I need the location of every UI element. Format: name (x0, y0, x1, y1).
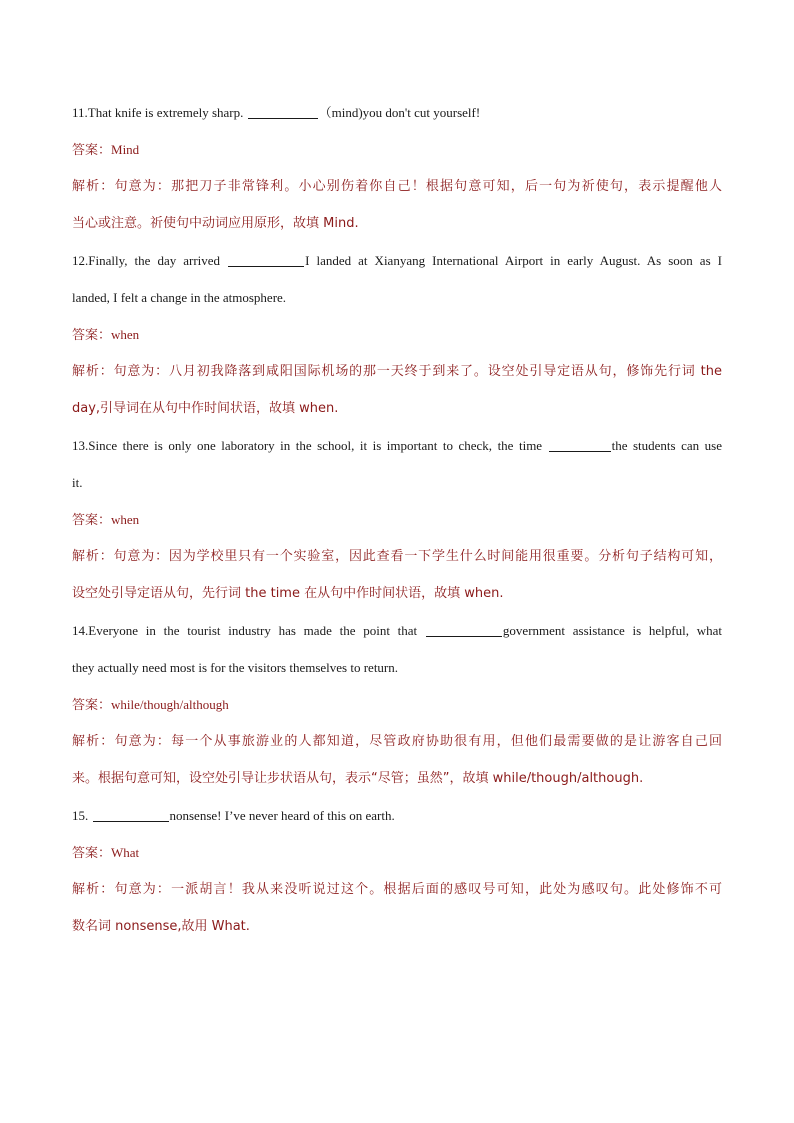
analysis-11-line2: 当心或注意。祈使句中动词应用原形，故填 Mind. (72, 216, 359, 231)
analysis-text: 句意为：一派胡言！我从来没听说过这个。根据后面的感叹号可知，此处为感叹句。此处修饰不可 (114, 882, 722, 897)
question-14-line1 (72, 612, 722, 649)
analysis-14-line2: 来。根据句意可知，设空处引导让步状语从句，表示“尽管；虽然”，故填 while/though/although. (72, 771, 644, 786)
question-12-line2: landed, I felt a change in the atmosphere. (72, 290, 287, 305)
answer-label: 答案： (72, 846, 112, 861)
answer-13 (72, 501, 722, 538)
answer-12 (72, 316, 722, 353)
question-text: nonsense! I’ve never heard of this on earth. (169, 808, 395, 823)
answer-label: 答案： (72, 143, 112, 158)
answer-value: Mind (111, 142, 140, 157)
question-text: 13.Since there is only one laboratory in the school, it is important to check, the time (72, 438, 548, 453)
analysis-text: 句意为：八月初我降落到咸阳国际机场的那一天终于到来了。设空处引导定语从句，修饰先行词 the (113, 364, 722, 379)
answer-blank (248, 104, 318, 119)
question-text: 15. (72, 808, 92, 823)
analysis-text: 句意为：每一个从事旅游业的人都知道，尽管政府协助很有用，但他们最需要做的是让游客自己回 (114, 734, 722, 749)
analysis-15-line2: 数名词 nonsense,故用 What. (72, 919, 250, 934)
analysis-14-line1 (72, 723, 722, 760)
question-text: 12.Finally, the day arrived (72, 253, 228, 268)
analysis-12-line1 (72, 353, 722, 390)
document-page (72, 94, 722, 945)
analysis-15-line1 (72, 871, 722, 908)
answer-value: while/though/although (111, 697, 229, 712)
question-text: （mind)you don't cut yourself! (318, 105, 481, 120)
question-text: I landed at Xianyang International Airport in early August. As soon as I (305, 253, 722, 268)
answer-value: when (111, 512, 140, 527)
question-15 (72, 797, 722, 834)
question-12-line1 (72, 242, 722, 279)
question-text: 11.That knife is extremely sharp. (72, 105, 247, 120)
analysis-13-line2: 设空处引导定语从句，先行词 the time 在从句中作时间状语，故填 when. (72, 586, 504, 601)
analysis-11-line1 (72, 168, 722, 205)
question-text: government assistance is helpful, what (502, 623, 722, 638)
question-14-line2: they actually need most is for the visitors themselves to return. (72, 660, 399, 675)
question-text: 14.Everyone in the tourist industry has made the point that (72, 623, 425, 638)
answer-label: 答案： (72, 513, 112, 528)
answer-label: 答案： (72, 698, 112, 713)
answer-blank (228, 252, 304, 267)
analysis-label: 解析： (72, 364, 114, 379)
analysis-12-line2: day,引导词在从句中作时间状语，故填 when. (72, 401, 339, 416)
analysis-text: 句意为：那把刀子非常锋利。小心别伤着你自己！根据句意可知，后一句为祈使句，表示提醒他人 (114, 179, 722, 194)
analysis-13-line1 (72, 538, 722, 575)
analysis-text: 句意为：因为学校里只有一个实验室，因此查看一下学生什么时间能用很重要。分析句子结构可知， (113, 549, 722, 564)
answer-14 (72, 686, 722, 723)
question-11 (72, 94, 722, 131)
analysis-label: 解析： (72, 549, 114, 564)
answer-value: when (111, 327, 140, 342)
analysis-label: 解析： (72, 734, 115, 749)
answer-value: What (111, 845, 140, 860)
answer-blank (549, 437, 611, 452)
answer-blank (426, 622, 502, 637)
answer-blank (93, 807, 169, 822)
answer-15 (72, 834, 722, 871)
question-text: the students can use (611, 438, 722, 453)
answer-11 (72, 131, 722, 168)
analysis-label: 解析： (72, 882, 115, 897)
question-13-line2: it. (72, 475, 83, 490)
answer-label: 答案： (72, 328, 112, 343)
analysis-label: 解析： (72, 179, 115, 194)
question-13-line1 (72, 427, 722, 464)
